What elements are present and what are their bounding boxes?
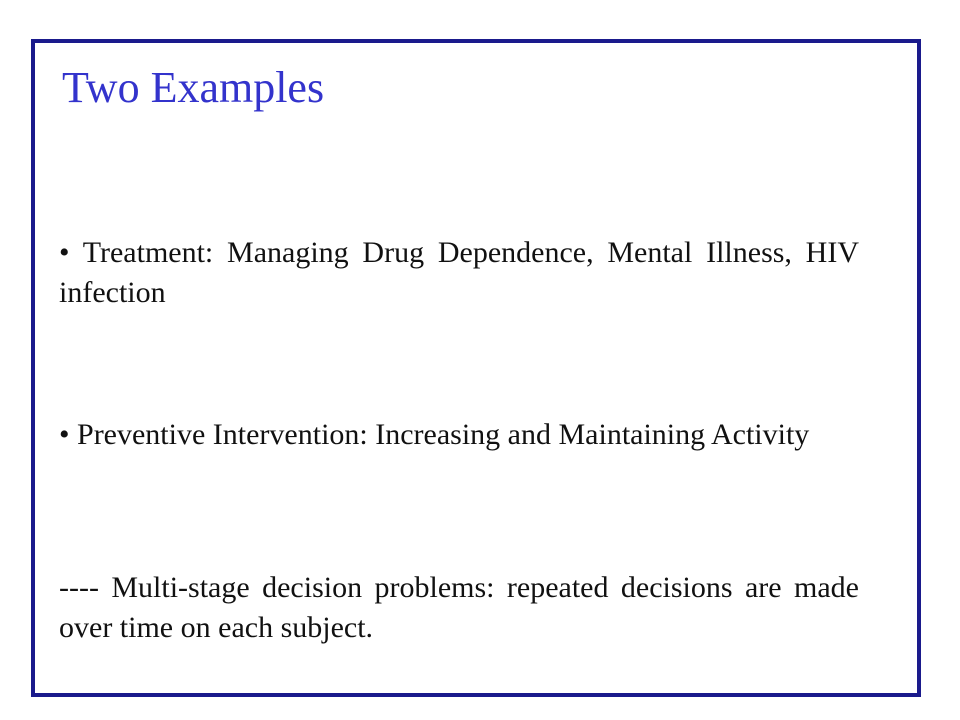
slide-title: Two Examples bbox=[62, 63, 325, 112]
bullet-treatment: • Treatment: Managing Drug Dependence, Mental Illness, HIV infection bbox=[59, 236, 859, 309]
bullet-preventive-intervention: • Preventive Intervention: Increasing and Maintaining Activity bbox=[59, 418, 810, 451]
multi-stage-note: ---- Multi-stage decision problems: repeated decisions are made over time on each subject. bbox=[59, 571, 859, 644]
